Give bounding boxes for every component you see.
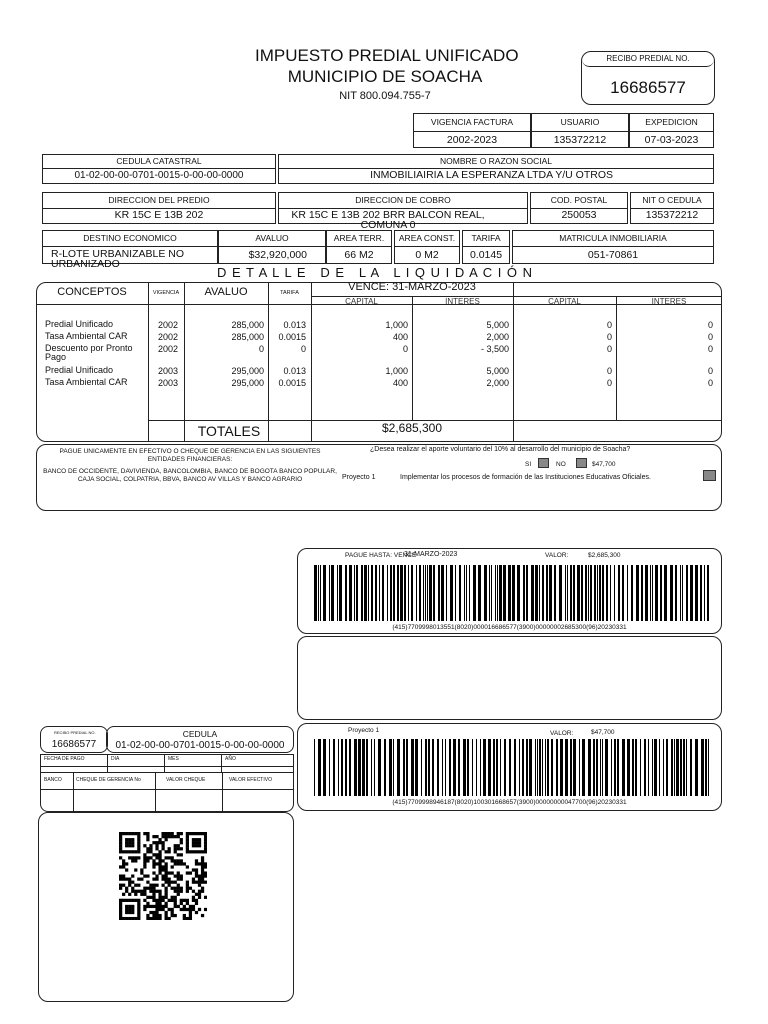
destino-label: DESTINO ECONOMICO	[43, 231, 217, 247]
vigencia-factura-field	[413, 113, 531, 148]
usuario-field	[531, 113, 629, 148]
direccion-cobro-label: DIRECCION DE COBRO	[279, 193, 527, 209]
area-const-value: 0 M2	[415, 249, 439, 261]
cod-postal-field	[530, 192, 628, 224]
avaluo-value: $32,920,000	[248, 249, 307, 261]
stub-recibo-label: RECIBO PREDIAL NO.	[54, 730, 96, 735]
stub-recibo-box	[40, 726, 108, 753]
detalle-title: D E T A L L E D E L A L I Q U I D A C I Ó N	[216, 265, 534, 280]
pague-unicamente: PAGUE UNICAMENTE EN EFECTIVO O CHEQUE DE GERENCIA EN LAS SIGUIENTES ENTIDADES FINANCIERAS:	[59, 448, 321, 463]
interes-2: 0	[707, 332, 713, 342]
qr-code-icon	[119, 832, 207, 920]
stub-fecha-pago: FECHA DE PAGO	[44, 756, 85, 762]
barcode-aporte-code: (415)7709998946187(8020)100301668657(3900)00000000047700(96)20230331	[392, 799, 627, 806]
vigencia-factura-label: VIGENCIA FACTURA	[414, 114, 530, 132]
expedicion-label: EXPEDICION	[630, 114, 713, 132]
area-terr-label: AREA TERR.	[327, 231, 391, 247]
capital-2: 0	[606, 344, 612, 354]
stub-banco: BANCO	[44, 777, 62, 783]
proyecto-label: Proyecto 1	[342, 474, 376, 481]
interes: - 3,500	[480, 344, 509, 354]
vigencia: 2002	[157, 344, 178, 354]
interes-2: 0	[707, 344, 713, 354]
interes: 2,000	[486, 378, 509, 388]
barcode-main-code: (415)7709998013551(8020)000016686577(3900)00000002685300(96)20230331	[392, 624, 627, 631]
capital: 1,000	[385, 320, 408, 330]
destino-field	[42, 230, 218, 270]
liquidacion-table	[36, 282, 722, 442]
aporte-valor: $47,700	[592, 461, 616, 468]
matricula-value: 051-70861	[587, 249, 639, 261]
stub-valor-cheque: VALOR CHEQUE	[166, 777, 206, 783]
nit-cedula-value: 135372212	[645, 209, 699, 221]
direccion-cobro-field	[278, 192, 528, 231]
concepto: Tasa Ambiental CAR	[45, 331, 128, 341]
usuario-label: USUARIO	[532, 114, 628, 132]
avaluo-field	[218, 230, 326, 264]
area-const-label: AREA CONST.	[395, 231, 459, 247]
vigencia: 2002	[157, 320, 178, 330]
interes: 5,000	[486, 320, 509, 330]
pague-hasta-label: PAGUE HASTA: VENCE	[345, 552, 417, 559]
col-intereses: INTERES	[445, 297, 480, 306]
coupon-aporte-valor-label: VALOR:	[550, 730, 574, 737]
tarifa: 0	[300, 344, 306, 354]
capital: 400	[392, 378, 408, 388]
col-conceptos: CONCEPTOS	[57, 286, 127, 298]
nit-cedula-field	[630, 192, 714, 224]
capital-2: 0	[606, 332, 612, 342]
coupon-blank	[297, 636, 722, 720]
total-value: $2,685,300	[381, 421, 443, 435]
direccion-predio-value: KR 15C E 13B 202	[114, 209, 204, 221]
capital: 0	[402, 344, 408, 354]
avaluo: 285,000	[231, 332, 264, 342]
area-terr-field	[326, 230, 392, 264]
capital-2: 0	[606, 366, 612, 376]
nombre-label: NOMBRE O RAZON SOCIAL	[279, 155, 713, 169]
coupon-aporte-proyecto: Proyecto 1	[348, 727, 380, 734]
tarifa-label: TARIFA	[463, 231, 509, 247]
vence-label: VENCE: 31-MARZO-2023	[348, 281, 476, 293]
stub-payment-table	[40, 754, 294, 812]
vigencia: 2003	[157, 366, 178, 376]
col-tarifa: TARIFA	[280, 290, 299, 296]
expedicion-value: 07-03-2023	[644, 134, 699, 146]
stub-dia: DIA	[111, 756, 120, 762]
col-capital: CAPITAL	[345, 297, 378, 306]
si-checkbox[interactable]	[538, 458, 549, 468]
nombre-field	[278, 154, 714, 184]
capital: 1,000	[385, 366, 408, 376]
interes-2: 0	[707, 320, 713, 330]
capital-2: 0	[606, 378, 612, 388]
avaluo: 285,000	[231, 320, 264, 330]
avaluo: 295,000	[231, 366, 264, 376]
destino-value: R-LOTE URBANIZABLE NO URBANIZADO	[51, 248, 185, 270]
aporte-question: ¿Desea realizar el aporte voluntario del 10% al desarrollo del municipio de Soacha?	[370, 446, 631, 453]
capital: 400	[392, 332, 408, 342]
valor-amount: $2,685,300	[588, 552, 621, 559]
avaluo-label: AVALUO	[219, 231, 325, 247]
stub-anio: AÑO	[225, 756, 236, 762]
col-vigencia: VIGENCIA	[152, 290, 180, 296]
stub-cedula: 01-02-00-00-0701-0015-0-00-00-0000	[115, 740, 285, 751]
concepto: Tasa Ambiental CAR	[45, 377, 128, 387]
matricula-label: MATRICULA INMOBILIARIA	[513, 231, 713, 247]
usuario-value: 135372212	[553, 134, 607, 146]
col-avaluo: AVALUO	[204, 286, 248, 298]
direccion-predio-label: DIRECCION DEL PREDIO	[43, 193, 275, 209]
area-terr-value: 66 M2	[344, 249, 374, 261]
stub-cedula-box	[106, 726, 294, 753]
receipt-number-label: RECIBO PREDIAL NO.	[582, 52, 714, 67]
proyecto-desc: Implementar los procesos de formación de las Instituciones Educativas Oficiales.	[400, 474, 651, 481]
tarifa: 0.013	[283, 366, 306, 376]
pague-hasta-fecha: 31-MARZO-2023	[404, 551, 458, 558]
expedicion-field	[629, 113, 714, 148]
si-label: SI	[525, 461, 532, 468]
vigencia: 2002	[157, 332, 178, 342]
stub-recibo: 16686577	[51, 739, 97, 750]
interes: 5,000	[486, 366, 509, 376]
vigencia: 2003	[157, 378, 178, 388]
stub-mes: MES	[168, 756, 179, 762]
cod-postal-value: 250053	[561, 209, 597, 221]
stub-cheque: CHEQUE DE GERENCIA No	[76, 777, 141, 783]
tarifa-value: 0.0145	[469, 249, 503, 261]
concepto: Descuento por Pronto Pago	[45, 343, 133, 362]
totales-label: TOTALES	[197, 423, 261, 439]
barcode-aporte	[314, 739, 709, 796]
direccion-predio-field	[42, 192, 276, 224]
municipality-nit: NIT 800.094.755-7	[339, 90, 431, 102]
capital-2: 0	[606, 320, 612, 330]
cedula-catastral-value: 01-02-00-00-0701-0015-0-00-00-0000	[74, 170, 244, 181]
receipt-number-box	[581, 51, 715, 105]
area-const-field	[394, 230, 460, 264]
cedula-catastral-field	[42, 154, 276, 184]
matricula-field	[512, 230, 714, 264]
interes-2: 0	[707, 366, 713, 376]
barcode-main	[314, 565, 709, 621]
cod-postal-label: COD. POSTAL	[531, 193, 627, 209]
col-capital-2: CAPITAL	[548, 297, 581, 306]
interes: 2,000	[486, 332, 509, 342]
bancos-list: BANCO DE OCCIDENTE, DAVIVIENDA, BANCOLOMBIA, BANCO DE BOGOTA BANCO POPULAR, CAJA SOCIAL, COLPATRIA, BBVA, BANCO AV VILLAS Y BANCO AGRARIO	[43, 468, 337, 483]
concepto: Predial Unificado	[45, 365, 114, 375]
coupon-aporte-valor: $47,700	[591, 729, 615, 736]
municipality-name: MUNICIPIO DE SOACHA	[287, 67, 483, 86]
nit-cedula-label: NIT O CEDULA	[631, 193, 713, 209]
cedula-catastral-label: CEDULA CATASTRAL	[43, 155, 275, 169]
tarifa-field	[462, 230, 510, 264]
tarifa: 0.013	[283, 320, 306, 330]
document-title: IMPUESTO PREDIAL UNIFICADO	[255, 46, 519, 65]
tarifa: 0.0015	[278, 378, 306, 388]
vigencia-factura-value: 2002-2023	[446, 134, 498, 146]
col-intereses-2: INTERES	[651, 297, 687, 306]
stub-cedula-label: CEDULA	[182, 729, 218, 739]
no-checkbox[interactable]	[576, 458, 587, 468]
valor-label: VALOR:	[545, 552, 569, 559]
concepto: Predial Unificado	[45, 319, 114, 329]
interes-2: 0	[707, 378, 713, 388]
proyecto-checkbox[interactable]	[703, 470, 716, 481]
stub-valor-efectivo: VALOR EFECTIVO	[229, 777, 272, 783]
direccion-cobro-value: KR 15C E 13B 202 BRR BALCON REAL, COMUNA 0	[291, 209, 485, 231]
receipt-number: 16686577	[610, 78, 686, 97]
avaluo: 0	[258, 344, 264, 354]
nombre-value: INMOBILIAIRIA LA ESPERANZA LTDA Y/U OTROS	[370, 169, 613, 181]
no-label: NO	[556, 461, 566, 468]
avaluo: 295,000	[231, 378, 264, 388]
tarifa: 0.0015	[278, 332, 306, 342]
